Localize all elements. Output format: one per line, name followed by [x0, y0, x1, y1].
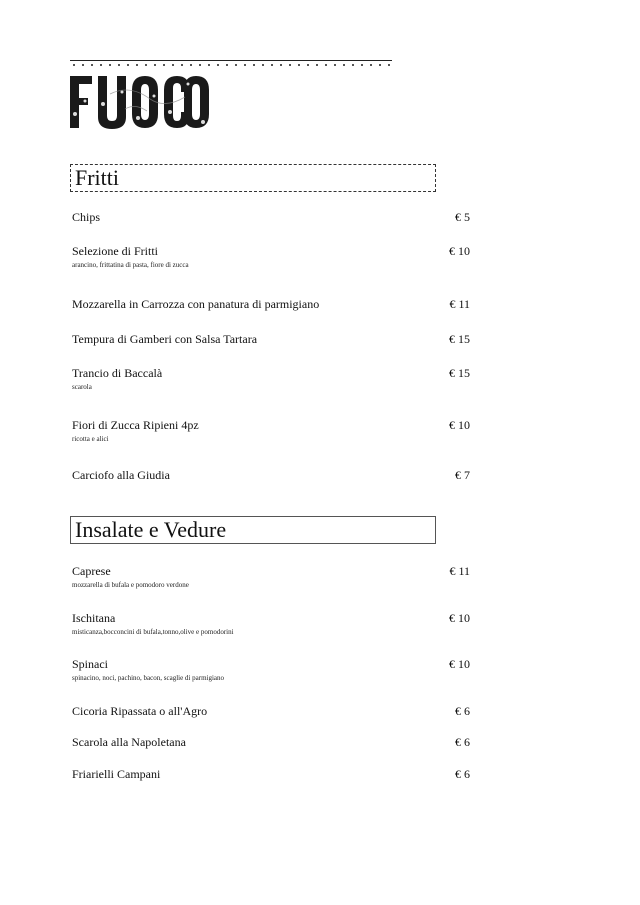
section-header-fritti	[70, 164, 436, 192]
item-price: € 7	[455, 468, 470, 482]
item-name: Trancio di Baccalà	[72, 366, 163, 380]
dotted-rule	[70, 62, 392, 68]
item-price: € 10	[449, 657, 470, 671]
menu-item	[72, 735, 472, 749]
menu-item	[72, 297, 472, 311]
menu-item	[72, 210, 472, 224]
item-name: Friarielli Campani	[72, 767, 161, 781]
item-price: € 6	[455, 767, 470, 781]
item-name: Chips	[72, 210, 101, 224]
section-title: Insalate e Vedure	[75, 517, 227, 542]
item-name: Selezione di Fritti	[72, 244, 158, 258]
menu-item	[72, 611, 472, 637]
item-price: € 6	[455, 735, 470, 749]
menu-item	[72, 244, 472, 270]
menu-item	[72, 767, 472, 781]
item-name: Carciofo alla Giudia	[72, 468, 170, 482]
item-price: € 15	[449, 332, 470, 346]
item-description: mozzarella di bufala e pomodoro verdone	[72, 581, 189, 589]
header-rule	[70, 60, 392, 61]
item-price: € 10	[449, 418, 470, 432]
menu-item	[72, 704, 472, 718]
item-name: Scarola alla Napoletana	[72, 735, 186, 749]
item-description: scarola	[72, 383, 92, 391]
item-price: € 6	[455, 704, 470, 718]
menu-item	[72, 418, 472, 444]
item-description: spinacino, noci, pachino, bacon, scaglie di parmigiano	[72, 674, 225, 682]
menu-item	[72, 657, 472, 683]
item-description: misticanza,bocconcini di bufala,tonno,olive e pomodorini	[72, 628, 234, 636]
menu-item	[72, 564, 472, 590]
item-price: € 15	[449, 366, 470, 380]
item-name: Cicoria Ripassata o all'Agro	[72, 704, 208, 718]
item-name: Mozzarella in Carrozza con panatura di parmigiano	[72, 297, 320, 311]
item-name: Spinaci	[72, 657, 108, 671]
item-price: € 10	[449, 244, 470, 258]
item-name: Fiori di Zucca Ripieni 4pz	[72, 418, 199, 432]
item-name: Tempura di Gamberi con Salsa Tartara	[72, 332, 258, 346]
item-description: ricotta e alici	[72, 435, 109, 443]
item-price: € 5	[455, 210, 470, 224]
item-price: € 11	[449, 564, 470, 578]
menu-item	[72, 332, 472, 346]
item-price: € 10	[449, 611, 470, 625]
section-header-insalate	[70, 516, 436, 544]
item-name: Caprese	[72, 564, 111, 578]
item-price: € 11	[449, 297, 470, 311]
menu-item	[72, 468, 472, 482]
menu-item	[72, 366, 472, 392]
fuoco-logo	[70, 74, 210, 130]
item-description: arancino, frittatina di pasta, fiore di zucca	[72, 261, 189, 269]
item-name: Ischitana	[72, 611, 116, 625]
section-title: Fritti	[75, 165, 120, 190]
